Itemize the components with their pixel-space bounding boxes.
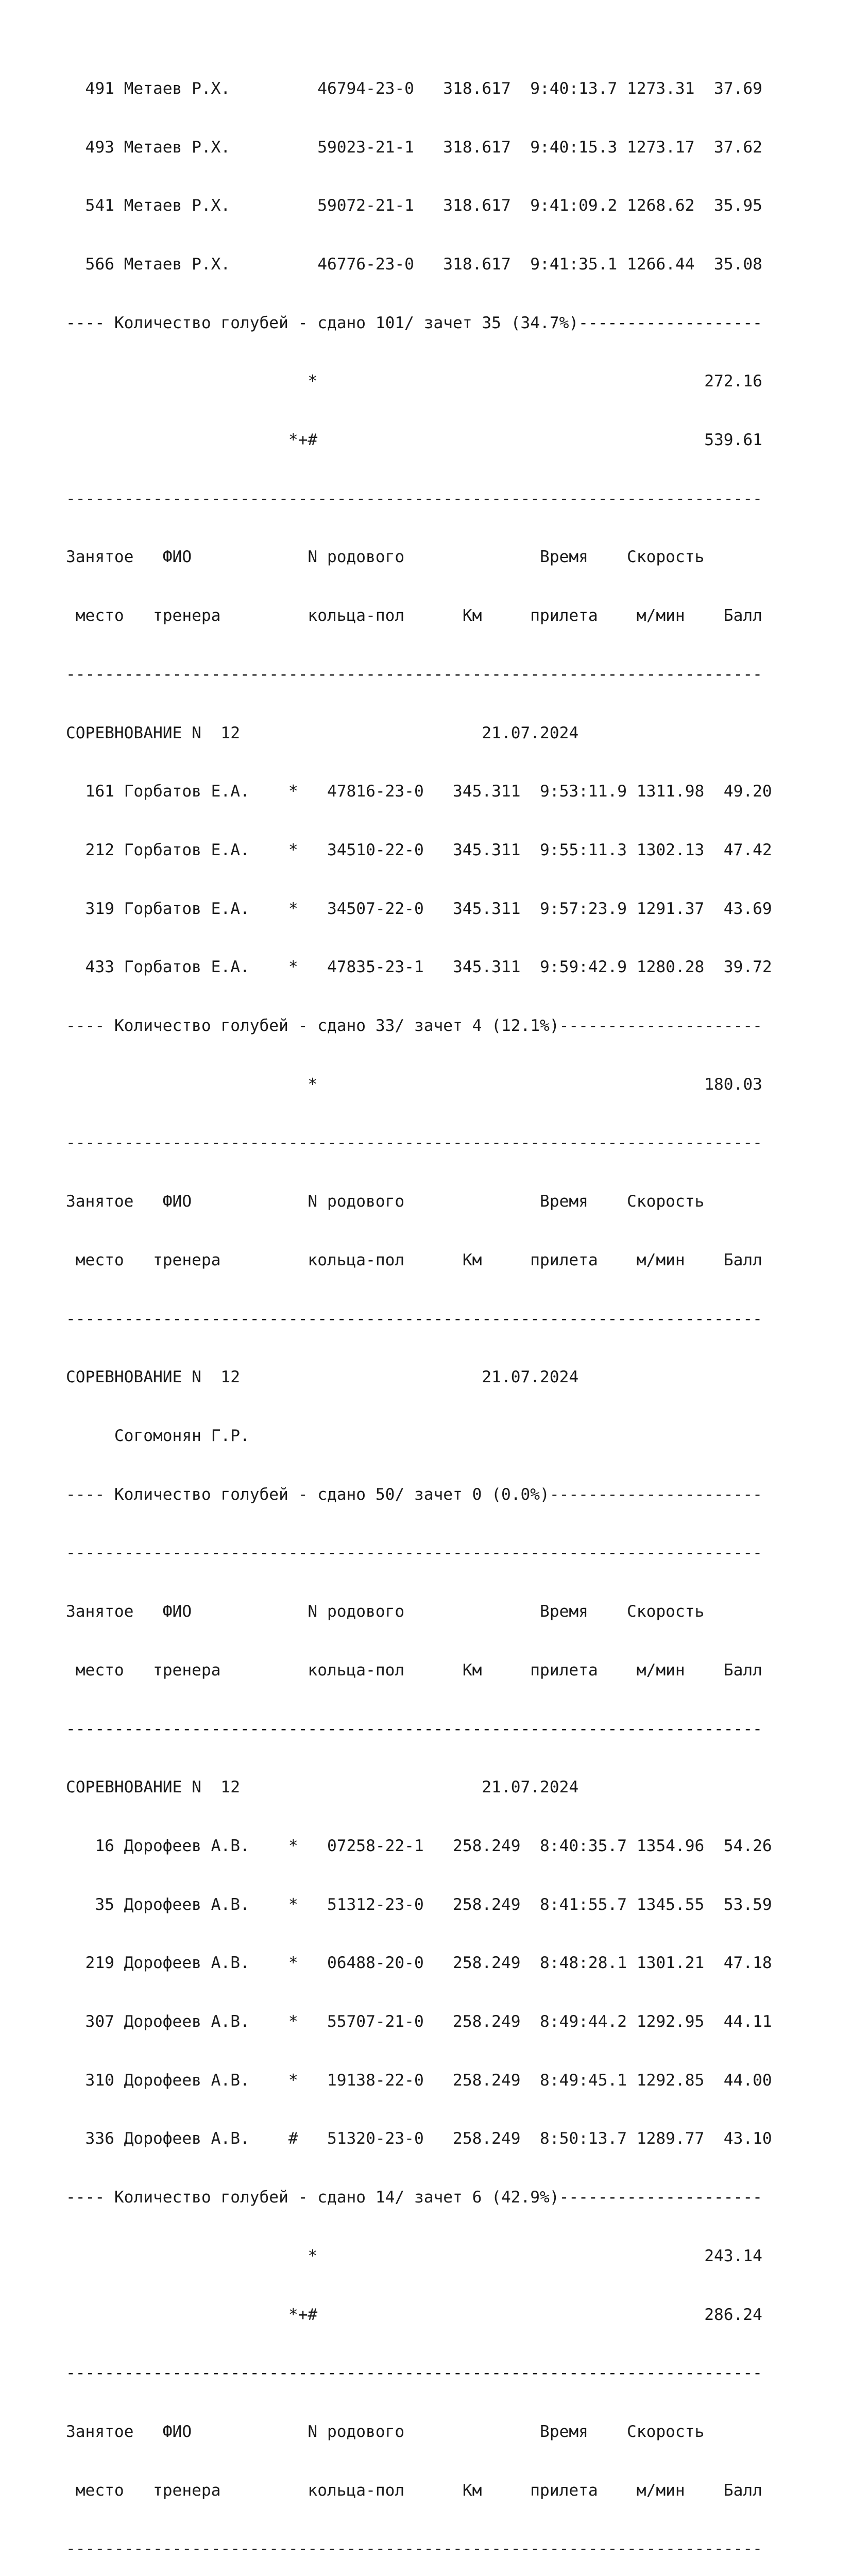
result-row: 319 Горбатов Е.А. * 34507-22-0 345.311 9:57:23.9 1291.37 43.69 — [66, 899, 772, 918]
competition-header: СОРЕВНОВАНИЕ N 12 21.07.2024 — [66, 1368, 579, 1387]
result-row: 161 Горбатов Е.А. * 47816-23-0 345.311 9:53:11.9 1311.98 49.20 — [66, 782, 772, 801]
result-row: 493 Метаев Р.Х. 59023-21-1 318.617 9:40:15.3 1273.17 37.62 — [66, 138, 762, 157]
separator-line: ------------------------------------------------------------------------ — [66, 665, 762, 684]
total-line: *+# 286.24 — [66, 2305, 762, 2324]
separator-line: ------------------------------------------------------------------------ — [66, 2539, 762, 2558]
separator-line: ------------------------------------------------------------------------ — [66, 1133, 762, 1153]
result-row: 491 Метаев Р.Х. 46794-23-0 318.617 9:40:13.7 1273.31 37.69 — [66, 79, 762, 98]
pigeon-count-summary: ---- Количество голубей - сдано 50/ зачет 0 (0.0%)---------------------- — [66, 1485, 762, 1504]
competition-header: СОРЕВНОВАНИЕ N 12 21.07.2024 — [66, 1778, 579, 1797]
separator-line: ------------------------------------------------------------------------ — [66, 1309, 762, 1328]
result-row: 433 Горбатов Е.А. * 47835-23-1 345.311 9:59:42.9 1280.28 39.72 — [66, 958, 772, 977]
column-header: место тренера кольца-пол Км прилета м/мин Балл — [66, 2481, 762, 2500]
separator-line: ------------------------------------------------------------------------ — [66, 489, 762, 508]
column-header: место тренера кольца-пол Км прилета м/мин Балл — [66, 1660, 762, 1680]
pigeon-count-summary: ---- Количество голубей - сдано 101/ зачет 35 (34.7%)------------------- — [66, 313, 762, 332]
separator-line: ------------------------------------------------------------------------ — [66, 1544, 762, 1563]
separator-line: ------------------------------------------------------------------------ — [66, 2364, 762, 2383]
pigeon-count-summary: ---- Количество голубей - сдано 33/ зачет 4 (12.1%)--------------------- — [66, 1016, 762, 1036]
results-printout — [66, 40, 772, 2576]
result-row: 566 Метаев Р.Х. 46776-23-0 318.617 9:41:35.1 1266.44 35.08 — [66, 255, 762, 274]
column-header: место тренера кольца-пол Км прилета м/мин Балл — [66, 606, 762, 625]
participant-name: Согомонян Г.Р. — [66, 1426, 250, 1445]
result-row: 310 Дорофеев А.В. * 19138-22-0 258.249 8:49:45.1 1292.85 44.00 — [66, 2071, 772, 2090]
column-header: Занятое ФИО N родового Время Скорость — [66, 548, 705, 567]
competition-header: СОРЕВНОВАНИЕ N 12 21.07.2024 — [66, 723, 579, 742]
result-row: 336 Дорофеев А.В. # 51320-23-0 258.249 8:50:13.7 1289.77 43.10 — [66, 2129, 772, 2148]
total-line: * 272.16 — [66, 372, 762, 391]
result-row: 35 Дорофеев А.В. * 51312-23-0 258.249 8:41:55.7 1345.55 53.59 — [66, 1895, 772, 1914]
total-line: * 243.14 — [66, 2246, 762, 2265]
result-row: 541 Метаев Р.Х. 59072-21-1 318.617 9:41:09.2 1268.62 35.95 — [66, 196, 762, 215]
total-line: * 180.03 — [66, 1075, 762, 1094]
column-header: Занятое ФИО N родового Время Скорость — [66, 2422, 705, 2441]
column-header: место тренера кольца-пол Км прилета м/мин Балл — [66, 1250, 762, 1269]
result-row: 307 Дорофеев А.В. * 55707-21-0 258.249 8:49:44.2 1292.95 44.11 — [66, 2012, 772, 2031]
total-line: *+# 539.61 — [66, 431, 762, 450]
result-row: 219 Дорофеев А.В. * 06488-20-0 258.249 8:48:28.1 1301.21 47.18 — [66, 1954, 772, 1973]
column-header: Занятое ФИО N родового Время Скорость — [66, 1192, 705, 1211]
separator-line: ------------------------------------------------------------------------ — [66, 1719, 762, 1738]
result-row: 212 Горбатов Е.А. * 34510-22-0 345.311 9:55:11.3 1302.13 47.42 — [66, 840, 772, 859]
result-row: 16 Дорофеев А.В. * 07258-22-1 258.249 8:40:35.7 1354.96 54.26 — [66, 1836, 772, 1855]
column-header: Занятое ФИО N родового Время Скорость — [66, 1602, 705, 1621]
pigeon-count-summary: ---- Количество голубей - сдано 14/ зачет 6 (42.9%)--------------------- — [66, 2188, 762, 2207]
